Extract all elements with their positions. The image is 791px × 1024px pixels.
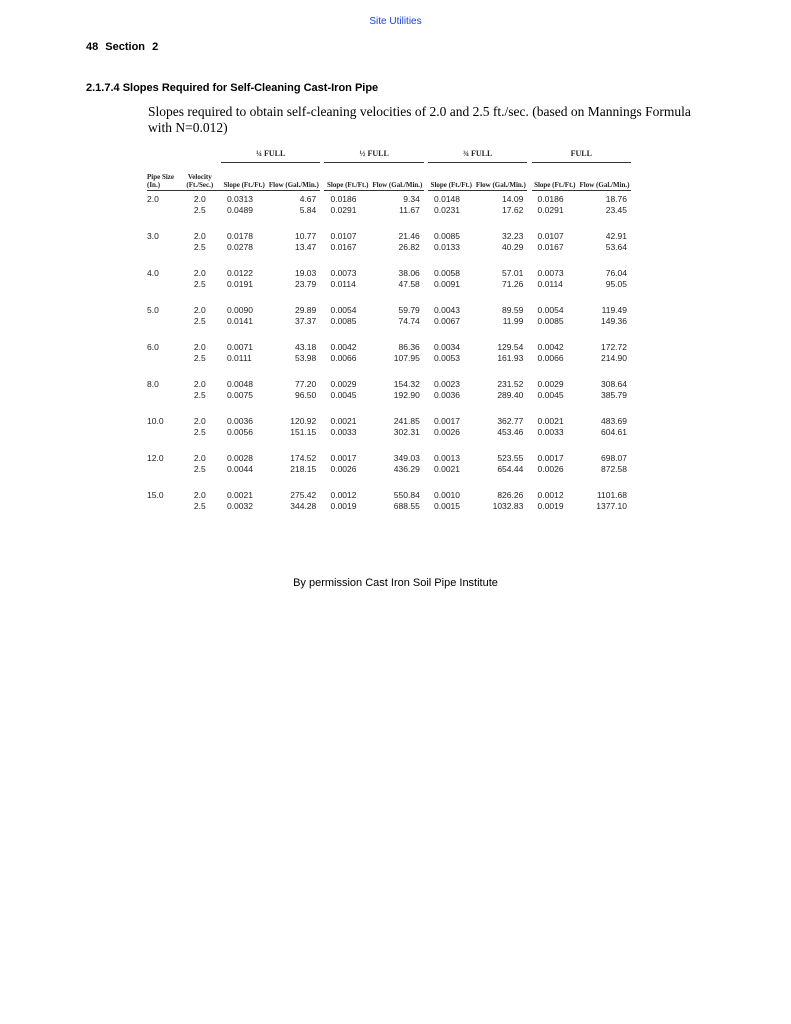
slope-cell: 0.0291 — [330, 205, 357, 215]
pipe-size-cell — [147, 427, 179, 438]
slope-cell: 0.0122 — [226, 268, 253, 278]
velocity-cell: 2.0 — [193, 231, 206, 241]
table-row — [147, 279, 631, 290]
flow-cell: 26.82 — [398, 242, 420, 252]
flow-cell: 289.40 — [497, 390, 524, 400]
table-row — [147, 464, 631, 475]
slope-cell: 0.0066 — [330, 353, 357, 363]
flow-cell: 53.98 — [294, 353, 317, 363]
slope-cell: 0.0036 — [226, 416, 253, 426]
flow-cell: 1377.10 — [596, 501, 627, 511]
velocity-cell: 2.0 — [193, 453, 206, 463]
flow-cell: 688.55 — [393, 501, 420, 511]
velocity-cell: 2.5 — [193, 501, 206, 511]
pipe-size-cell — [147, 242, 179, 253]
slope-cell: 0.0042 — [330, 342, 357, 352]
slope-cell: 0.0021 — [226, 490, 253, 500]
slope-cell: 0.0291 — [537, 205, 564, 215]
group-header-quarter-full: ¼ FULL — [221, 150, 320, 163]
flow-cell: 344.28 — [290, 501, 317, 511]
group-header-half-full: ½ FULL — [324, 150, 423, 163]
pipe-size-cell: 12.0 — [147, 453, 164, 463]
slope-cell: 0.0167 — [537, 242, 564, 252]
slope-cell: 0.0107 — [537, 231, 564, 241]
slope-cell: 0.0013 — [434, 453, 461, 463]
group-spacer — [147, 438, 631, 453]
velocity-cell: 2.5 — [193, 427, 206, 437]
pipe-size-cell — [147, 390, 179, 401]
flow-cell: 13.47 — [294, 242, 317, 252]
flow-cell: 604.61 — [601, 427, 627, 437]
velocity-cell: 2.0 — [193, 490, 206, 500]
slope-cell: 0.0026 — [330, 464, 357, 474]
slope-cell: 0.0053 — [434, 353, 461, 363]
slope-cell: 0.0054 — [537, 305, 564, 315]
slope-cell: 0.0058 — [434, 268, 461, 278]
slope-cell: 0.0026 — [434, 427, 461, 437]
column-header-flow: Flow (Gal./Min.) — [578, 163, 631, 191]
slope-cell: 0.0028 — [226, 453, 253, 463]
slope-cell: 0.0073 — [330, 268, 357, 278]
slope-cell: 0.0032 — [226, 501, 253, 511]
flow-cell: 698.07 — [601, 453, 627, 463]
flow-cell: 349.03 — [393, 453, 420, 463]
slope-cell: 0.0034 — [434, 342, 461, 352]
slopes-table — [147, 150, 631, 512]
slope-cell: 0.0029 — [537, 379, 564, 389]
table-row — [147, 416, 631, 427]
slope-cell: 0.0044 — [226, 464, 253, 474]
flow-cell: 76.04 — [605, 268, 627, 278]
flow-cell: 120.92 — [290, 416, 317, 426]
flow-cell: 192.90 — [393, 390, 420, 400]
slope-cell: 0.0071 — [226, 342, 253, 352]
flow-cell: 18.76 — [605, 194, 627, 204]
velocity-cell: 2.0 — [193, 305, 206, 315]
slope-cell: 0.0075 — [226, 390, 253, 400]
group-spacer — [147, 290, 631, 305]
pipe-size-cell: 8.0 — [147, 379, 159, 389]
group-spacer — [147, 364, 631, 379]
table-row — [147, 453, 631, 464]
slope-cell: 0.0033 — [330, 427, 357, 437]
slope-cell: 0.0090 — [226, 305, 253, 315]
column-header-slope: Slope (Ft./Ft.) — [428, 163, 474, 191]
flow-cell: 550.84 — [393, 490, 420, 500]
table-caption: Slopes required to obtain self-cleaning velocities of 2.0 and 2.5 ft./sec. (based on Mannings Formula with N=0.012) — [148, 104, 691, 135]
flow-cell: 95.05 — [605, 279, 627, 289]
flow-cell: 308.64 — [601, 379, 627, 389]
column-header-flow: Flow (Gal./Min.) — [371, 163, 424, 191]
slope-cell: 0.0186 — [330, 194, 357, 204]
flow-cell: 151.15 — [290, 427, 317, 437]
column-header-slope: Slope (Ft./Ft.) — [221, 163, 267, 191]
column-header-slope: Slope (Ft./Ft.) — [324, 163, 370, 191]
pipe-size-cell: 15.0 — [147, 490, 164, 500]
flow-cell: 174.52 — [290, 453, 317, 463]
flow-cell: 42.91 — [605, 231, 627, 241]
group-spacer — [147, 253, 631, 268]
slope-cell: 0.0017 — [434, 416, 461, 426]
slope-cell: 0.0019 — [330, 501, 357, 511]
table-row — [147, 268, 631, 279]
flow-cell: 4.67 — [299, 194, 317, 204]
pipe-size-cell — [147, 353, 179, 364]
flow-cell: 107.95 — [393, 353, 420, 363]
column-header-velocity: Velocity (Ft./Sec.) — [179, 163, 221, 191]
flow-cell: 40.29 — [502, 242, 524, 252]
table-row — [147, 342, 631, 353]
flow-cell: 119.49 — [601, 305, 627, 315]
slope-cell: 0.0085 — [537, 316, 564, 326]
flow-cell: 214.90 — [601, 353, 627, 363]
slope-cell: 0.0017 — [537, 453, 564, 463]
velocity-cell: 2.0 — [193, 342, 206, 352]
flow-cell: 872.58 — [601, 464, 627, 474]
pipe-size-cell — [147, 464, 179, 475]
slopes-table-container — [147, 150, 631, 512]
slope-cell: 0.0048 — [226, 379, 253, 389]
flow-cell: 218.15 — [290, 464, 317, 474]
velocity-cell: 2.5 — [193, 316, 206, 326]
column-header-pipe-size: Pipe Size (In.) — [147, 163, 179, 191]
flow-cell: 275.42 — [290, 490, 317, 500]
velocity-cell: 2.0 — [193, 268, 206, 278]
flow-cell: 9.34 — [403, 194, 420, 204]
flow-cell: 74.74 — [398, 316, 420, 326]
slope-cell: 0.0056 — [226, 427, 253, 437]
flow-cell: 96.50 — [294, 390, 317, 400]
slope-cell: 0.0186 — [537, 194, 564, 204]
flow-cell: 129.54 — [497, 342, 524, 352]
pipe-size-cell: 10.0 — [147, 416, 164, 426]
group-spacer — [147, 401, 631, 416]
flow-cell: 11.67 — [399, 205, 420, 215]
slope-cell: 0.0019 — [537, 501, 564, 511]
slope-cell: 0.0148 — [434, 194, 461, 204]
flow-cell: 483.69 — [601, 416, 627, 426]
slope-cell: 0.0085 — [330, 316, 357, 326]
flow-cell: 77.20 — [294, 379, 317, 389]
column-header-flow: Flow (Gal./Min.) — [267, 163, 320, 191]
pipe-size-cell: 2.0 — [147, 194, 159, 204]
flow-cell: 161.93 — [497, 353, 524, 363]
slopes-table-body — [147, 191, 631, 513]
slope-cell: 0.0012 — [537, 490, 564, 500]
slope-cell: 0.0010 — [434, 490, 461, 500]
slope-cell: 0.0021 — [434, 464, 461, 474]
table-row — [147, 242, 631, 253]
slope-cell: 0.0107 — [330, 231, 357, 241]
table-row — [147, 231, 631, 242]
slope-cell: 0.0191 — [226, 279, 253, 289]
slope-cell: 0.0141 — [226, 316, 253, 326]
flow-cell: 32.23 — [502, 231, 524, 241]
flow-cell: 23.45 — [605, 205, 627, 215]
flow-cell: 53.64 — [605, 242, 627, 252]
flow-cell: 1101.68 — [596, 490, 627, 500]
flow-cell: 38.06 — [398, 268, 420, 278]
permission-credit: By permission Cast Iron Soil Pipe Institute — [293, 577, 498, 589]
slope-cell: 0.0111 — [226, 353, 252, 363]
flow-cell: 453.46 — [497, 427, 524, 437]
table-row — [147, 501, 631, 512]
slope-cell: 0.0067 — [434, 316, 461, 326]
slope-cell: 0.0054 — [330, 305, 357, 315]
pipe-size-cell: 6.0 — [147, 342, 159, 352]
flow-cell: 172.72 — [601, 342, 627, 352]
velocity-cell: 2.0 — [193, 379, 206, 389]
slope-cell: 0.0091 — [434, 279, 461, 289]
slope-cell: 0.0073 — [537, 268, 564, 278]
slope-cell: 0.0023 — [434, 379, 461, 389]
flow-cell: 385.79 — [601, 390, 627, 400]
pipe-size-cell — [147, 205, 179, 216]
group-spacer — [147, 475, 631, 490]
flow-cell: 11.99 — [502, 316, 524, 326]
slope-cell: 0.0231 — [434, 205, 461, 215]
slope-cell: 0.0015 — [434, 501, 461, 511]
flow-cell: 23.79 — [294, 279, 317, 289]
flow-cell: 154.32 — [393, 379, 420, 389]
flow-cell: 89.59 — [502, 305, 524, 315]
slope-cell: 0.0489 — [226, 205, 253, 215]
table-row — [147, 379, 631, 390]
group-header-three-quarter-full: ¾ FULL — [428, 150, 527, 163]
group-spacer — [147, 216, 631, 231]
flow-cell: 362.77 — [497, 416, 524, 426]
velocity-cell: 2.5 — [193, 242, 206, 252]
slope-cell: 0.0017 — [330, 453, 357, 463]
flow-cell: 654.44 — [497, 464, 524, 474]
page-section-label: 48 Section 2 — [86, 41, 159, 53]
table-row — [147, 390, 631, 401]
slope-cell: 0.0045 — [330, 390, 357, 400]
flow-cell: 59.79 — [398, 305, 420, 315]
flow-cell: 86.36 — [398, 342, 420, 352]
table-row — [147, 205, 631, 216]
flow-cell: 43.18 — [294, 342, 317, 352]
flow-cell: 47.58 — [398, 279, 420, 289]
flow-cell: 5.84 — [299, 205, 317, 215]
table-row — [147, 490, 631, 501]
table-row — [147, 316, 631, 327]
velocity-cell: 2.5 — [193, 279, 206, 289]
slope-cell: 0.0042 — [537, 342, 564, 352]
pipe-size-cell: 3.0 — [147, 231, 159, 241]
slope-cell: 0.0029 — [330, 379, 357, 389]
slope-cell: 0.0066 — [537, 353, 564, 363]
slope-cell: 0.0021 — [537, 416, 564, 426]
slope-cell: 0.0021 — [330, 416, 357, 426]
pipe-size-cell: 5.0 — [147, 305, 159, 315]
pipe-size-cell — [147, 279, 179, 290]
velocity-cell: 2.0 — [193, 194, 206, 204]
flow-cell: 29.89 — [294, 305, 317, 315]
flow-cell: 436.29 — [393, 464, 420, 474]
slope-cell: 0.0012 — [330, 490, 357, 500]
flow-cell: 37.37 — [294, 316, 317, 326]
slope-cell: 0.0045 — [537, 390, 564, 400]
velocity-cell: 2.0 — [193, 416, 206, 426]
pipe-size-cell — [147, 501, 179, 512]
flow-cell: 523.55 — [497, 453, 524, 463]
flow-cell: 71.26 — [502, 279, 524, 289]
section-heading: 2.1.7.4 Slopes Required for Self-Cleaning Cast-Iron Pipe — [86, 82, 379, 94]
slope-cell: 0.0133 — [434, 242, 461, 252]
flow-cell: 241.85 — [393, 416, 420, 426]
flow-cell: 231.52 — [497, 379, 524, 389]
flow-cell: 1032.83 — [492, 501, 524, 511]
flow-cell: 302.31 — [393, 427, 420, 437]
slope-cell: 0.0313 — [226, 194, 253, 204]
slope-cell: 0.0043 — [434, 305, 461, 315]
pipe-size-cell — [147, 316, 179, 327]
flow-cell: 17.62 — [502, 205, 524, 215]
table-row — [147, 191, 631, 206]
slope-cell: 0.0114 — [330, 279, 356, 289]
velocity-cell: 2.5 — [193, 205, 206, 215]
flow-cell: 19.03 — [294, 268, 317, 278]
slope-cell: 0.0085 — [434, 231, 461, 241]
table-row — [147, 353, 631, 364]
column-header-slope: Slope (Ft./Ft.) — [532, 163, 578, 191]
flow-cell: 14.09 — [502, 194, 524, 204]
table-row — [147, 427, 631, 438]
slope-cell: 0.0178 — [226, 231, 253, 241]
velocity-cell: 2.5 — [193, 390, 206, 400]
slope-cell: 0.0278 — [226, 242, 253, 252]
flow-cell: 21.46 — [398, 231, 420, 241]
table-row — [147, 305, 631, 316]
group-spacer — [147, 327, 631, 342]
slope-cell: 0.0033 — [537, 427, 564, 437]
slope-cell: 0.0167 — [330, 242, 357, 252]
flow-cell: 10.77 — [294, 231, 317, 241]
running-head: Site Utilities — [369, 16, 422, 27]
flow-cell: 57.01 — [502, 268, 524, 278]
slope-cell: 0.0036 — [434, 390, 461, 400]
flow-cell: 149.36 — [601, 316, 627, 326]
velocity-cell: 2.5 — [193, 464, 206, 474]
velocity-cell: 2.5 — [193, 353, 206, 363]
pipe-size-cell: 4.0 — [147, 268, 159, 278]
slope-cell: 0.0114 — [537, 279, 563, 289]
group-header-full: FULL — [532, 150, 631, 163]
flow-cell: 826.26 — [497, 490, 524, 500]
column-header-flow: Flow (Gal./Min.) — [475, 163, 528, 191]
slope-cell: 0.0026 — [537, 464, 564, 474]
